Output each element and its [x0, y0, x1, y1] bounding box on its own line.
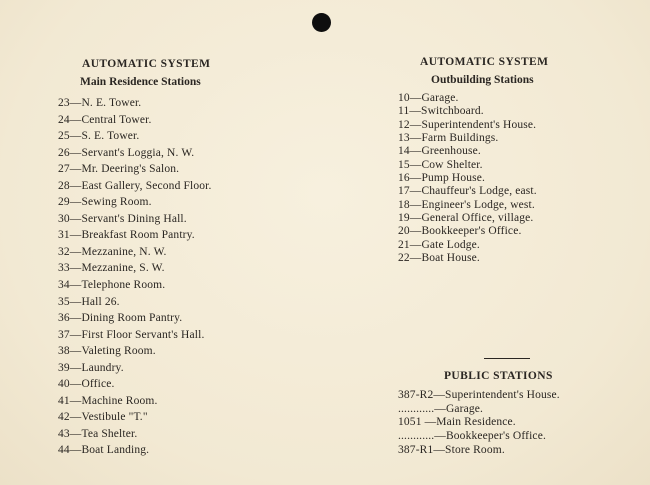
- list-item: 41—Machine Room.: [58, 394, 158, 407]
- list-item: 13—Farm Buildings.: [398, 132, 499, 145]
- list-item: 26—Servant's Loggia, N. W.: [58, 146, 195, 159]
- section-divider: [484, 358, 530, 359]
- list-item: 37—First Floor Servant's Hall.: [58, 328, 205, 341]
- main-residence-subheading: Main Residence Stations: [80, 76, 201, 88]
- list-item: ............—Garage.: [398, 402, 484, 415]
- main-residence-list: [58, 95, 308, 459]
- list-item: 14—Greenhouse.: [398, 145, 481, 158]
- outbuilding-list: [398, 92, 638, 265]
- main-residence-section: [58, 58, 308, 459]
- punch-hole: [312, 13, 331, 32]
- list-item: 38—Valeting Room.: [58, 345, 156, 358]
- list-item: 39—Laundry.: [58, 361, 124, 374]
- list-item: 27—Mr. Deering's Salon.: [58, 163, 180, 176]
- list-item: ............—Bookkeeper's Office.: [398, 430, 546, 443]
- list-item: 387-R2—Superintendent's House.: [398, 389, 560, 401]
- outbuilding-subheading: Outbuilding Stations: [431, 74, 534, 86]
- list-item: 17—Chauffeur's Lodge, east.: [398, 185, 537, 198]
- outbuilding-section: [398, 56, 638, 265]
- list-item: 18—Engineer's Lodge, west.: [398, 198, 535, 211]
- list-item: 42—Vestibule "T.": [58, 411, 148, 424]
- list-item: 33—Mezzanine, S. W.: [58, 262, 165, 275]
- list-item: 19—General Office, village.: [398, 212, 534, 225]
- list-item: 23—N. E. Tower.: [58, 97, 142, 109]
- list-item: 20—Bookkeeper's Office.: [398, 225, 522, 238]
- list-item: 32—Mezzanine, N. W.: [58, 245, 167, 258]
- list-item: 29—Sewing Room.: [58, 196, 152, 209]
- list-item: 25—S. E. Tower.: [58, 130, 140, 143]
- list-item: 15—Cow Shelter.: [398, 158, 483, 171]
- list-item: 387-R1—Store Room.: [398, 443, 505, 456]
- list-item: 36—Dining Room Pantry.: [58, 312, 183, 325]
- outbuilding-heading: AUTOMATIC SYSTEM: [420, 56, 549, 68]
- list-item: 31—Breakfast Room Pantry.: [58, 229, 195, 242]
- public-stations-list: [398, 389, 638, 458]
- list-item: 24—Central Tower.: [58, 113, 152, 126]
- list-item: 22—Boat House.: [398, 252, 480, 265]
- list-item: 16—Pump House.: [398, 172, 486, 185]
- list-item: 35—Hall 26.: [58, 295, 120, 308]
- list-item: 10—Garage.: [398, 92, 459, 104]
- list-item: 34—Telephone Room.: [58, 279, 166, 292]
- public-stations-heading: PUBLIC STATIONS: [444, 370, 553, 382]
- list-item: 30—Servant's Dining Hall.: [58, 212, 187, 225]
- main-residence-heading: AUTOMATIC SYSTEM: [82, 58, 211, 70]
- list-item: 1051 —Main Residence.: [398, 416, 516, 429]
- list-item: 12—Superintendent's House.: [398, 118, 537, 131]
- list-item: 40—Office.: [58, 378, 115, 391]
- list-item: 44—Boat Landing.: [58, 444, 150, 457]
- list-item: 11—Switchboard.: [398, 105, 484, 118]
- list-item: 28—East Gallery, Second Floor.: [58, 179, 212, 192]
- list-item: 43—Tea Shelter.: [58, 427, 138, 440]
- list-item: 21—Gate Lodge.: [398, 238, 480, 251]
